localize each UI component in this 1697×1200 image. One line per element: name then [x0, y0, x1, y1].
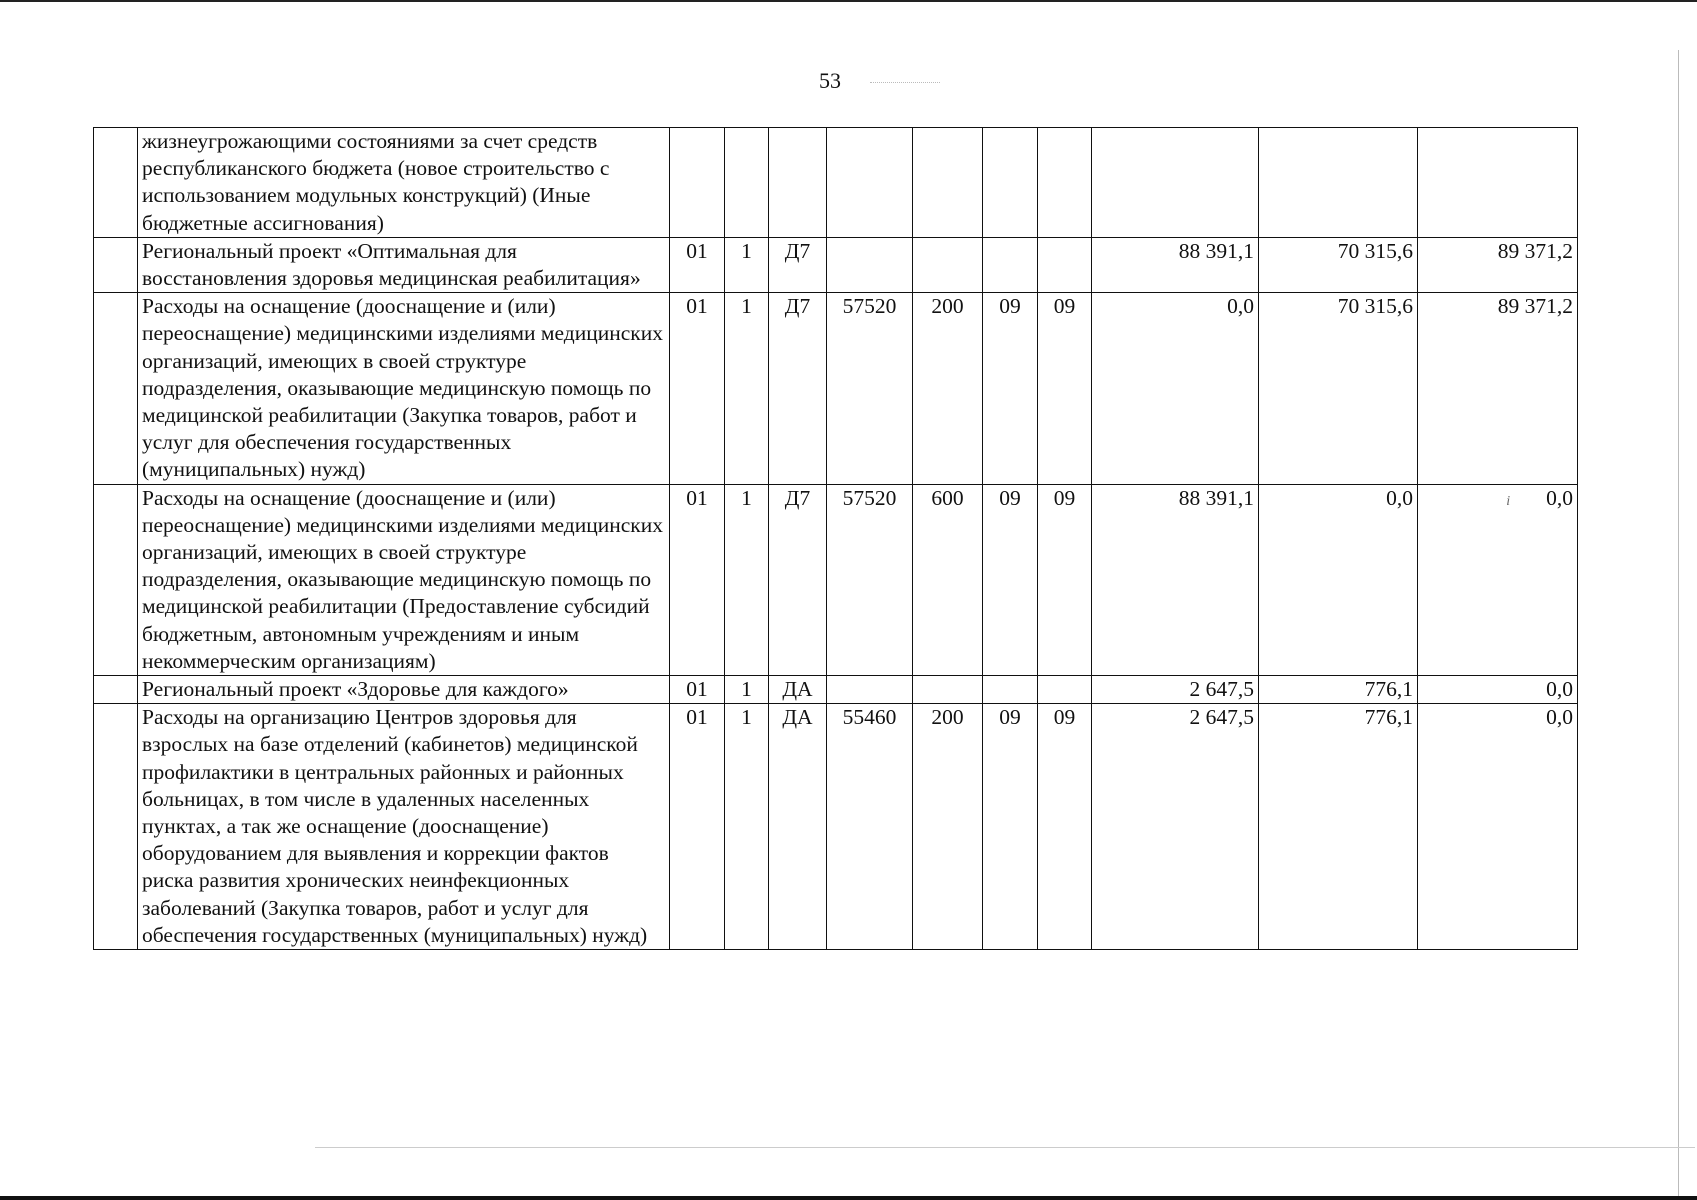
code-program — [670, 128, 725, 238]
pen-mark: i — [1506, 493, 1511, 509]
code-subsection — [1038, 676, 1092, 704]
code-expense-type: 200 — [913, 704, 983, 950]
code-subsection: 09 — [1038, 484, 1092, 675]
scan-divider-line — [315, 1147, 1695, 1148]
row-number-cell — [94, 704, 138, 950]
code-expense-type: 200 — [913, 293, 983, 484]
code-direction — [827, 676, 913, 704]
code-program: 01 — [670, 484, 725, 675]
amount-year-1: 88 391,1 — [1092, 484, 1259, 675]
code-project: Д7 — [769, 484, 827, 675]
item-name: Региональный проект «Оптимальная для восстановления здоровья медицинская реабилитация» — [138, 237, 670, 292]
code-section: 09 — [983, 484, 1038, 675]
code-subprogram: 1 — [725, 237, 769, 292]
code-direction: 57520 — [827, 293, 913, 484]
code-project — [769, 128, 827, 238]
amount-year-3: 0,0 — [1546, 485, 1573, 510]
item-name: жизнеугрожающими состояниями за счет средств республиканского бюджета (новое строительство с использованием модульных конструкций) (Иные бюджетные ассигнования) — [138, 128, 670, 238]
top-scan-border — [0, 0, 1697, 2]
row-number-cell — [94, 237, 138, 292]
amount-year-1: 0,0 — [1092, 293, 1259, 484]
amount-year-3-cell — [1418, 484, 1578, 675]
code-program: 01 — [670, 704, 725, 950]
code-subprogram: 1 — [725, 704, 769, 950]
code-direction: 55460 — [827, 704, 913, 950]
code-section — [983, 676, 1038, 704]
page-number: 53 — [819, 68, 841, 93]
code-project: Д7 — [769, 293, 827, 484]
table-row — [94, 676, 1578, 704]
amount-year-1: 2 647,5 — [1092, 676, 1259, 704]
code-subsection: 09 — [1038, 293, 1092, 484]
code-direction — [827, 237, 913, 292]
code-expense-type — [913, 128, 983, 238]
amount-year-1 — [1092, 128, 1259, 238]
code-section: 09 — [983, 293, 1038, 484]
row-number-cell — [94, 484, 138, 675]
amount-year-1: 2 647,5 — [1092, 704, 1259, 950]
table-row — [94, 128, 1578, 238]
budget-table — [93, 127, 1578, 950]
code-program: 01 — [670, 237, 725, 292]
code-direction: 57520 — [827, 484, 913, 675]
code-project: ДА — [769, 704, 827, 950]
code-project: Д7 — [769, 237, 827, 292]
code-expense-type — [913, 237, 983, 292]
amount-year-3: 0,0 — [1418, 676, 1578, 704]
bottom-scan-border — [0, 1196, 1697, 1200]
amount-year-3: 0,0 — [1418, 704, 1578, 950]
code-section — [983, 237, 1038, 292]
amount-year-3: 89 371,2 — [1418, 237, 1578, 292]
code-subsection — [1038, 237, 1092, 292]
amount-year-3 — [1418, 128, 1578, 238]
item-name: Региональный проект «Здоровье для каждого» — [138, 676, 670, 704]
code-subprogram — [725, 128, 769, 238]
amount-year-2: 70 315,6 — [1259, 237, 1418, 292]
code-project: ДА — [769, 676, 827, 704]
table-row — [94, 704, 1578, 950]
code-program: 01 — [670, 676, 725, 704]
table-row — [94, 293, 1578, 484]
code-subprogram: 1 — [725, 676, 769, 704]
row-number-cell — [94, 676, 138, 704]
right-scan-edge — [1678, 50, 1679, 1200]
table-row — [94, 484, 1578, 675]
code-subsection — [1038, 128, 1092, 238]
item-name: Расходы на организацию Центров здоровья для взрослых на базе отделений (кабинетов) медицинской профилактики в центральных районных и районных больницах, в том числе в удаленных населенных пунктах, а так же оснащение (дооснащение) оборудованием для выявления и коррекции фактов риска развития хронических неинфекционных заболеваний (Закупка товаров, работ и услуг для обеспечения государственных (муниципальных) нужд) — [138, 704, 670, 950]
row-number-cell — [94, 293, 138, 484]
amount-year-2: 776,1 — [1259, 676, 1418, 704]
amount-year-2: 0,0 — [1259, 484, 1418, 675]
code-direction — [827, 128, 913, 238]
code-subprogram: 1 — [725, 484, 769, 675]
code-expense-type: 600 — [913, 484, 983, 675]
scan-artifact — [870, 82, 940, 84]
amount-year-2: 70 315,6 — [1259, 293, 1418, 484]
code-program: 01 — [670, 293, 725, 484]
code-section — [983, 128, 1038, 238]
code-expense-type — [913, 676, 983, 704]
amount-year-3: 89 371,2 — [1418, 293, 1578, 484]
code-section: 09 — [983, 704, 1038, 950]
row-number-cell — [94, 128, 138, 238]
code-subprogram: 1 — [725, 293, 769, 484]
amount-year-2 — [1259, 128, 1418, 238]
amount-year-2: 776,1 — [1259, 704, 1418, 950]
item-name: Расходы на оснащение (дооснащение и (или) переоснащение) медицинскими изделиями медицинских организаций, имеющих в своей структуре подразделения, оказывающие медицинскую помощь по медицинской реабилитации (Предоставление субсидий бюджетным, автономным учреждениям и иным некоммерческим организациям) — [138, 484, 670, 675]
code-subsection: 09 — [1038, 704, 1092, 950]
item-name: Расходы на оснащение (дооснащение и (или) переоснащение) медицинскими изделиями медицинских организаций, имеющих в своей структуре подразделения, оказывающие медицинскую помощь по медицинской реабилитации (Закупка товаров, работ и услуг для обеспечения государственных (муниципальных) нужд) — [138, 293, 670, 484]
amount-year-1: 88 391,1 — [1092, 237, 1259, 292]
table-row — [94, 237, 1578, 292]
